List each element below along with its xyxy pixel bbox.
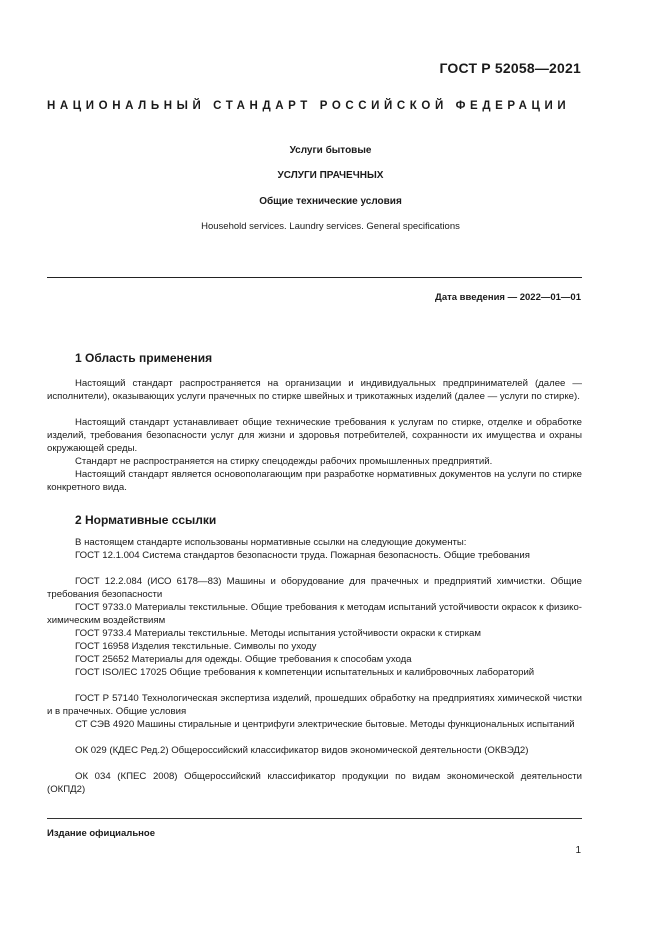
section-1-paragraph: Настоящий стандарт является основополагающим при разработке нормативных документов на услуги по стирке конкретного вида. — [47, 469, 582, 493]
footer-divider — [47, 818, 582, 819]
section-2-paragraph: В настоящем стандарте использованы нормативные ссылки на следующие документы: — [75, 537, 467, 548]
national-standard-title: НАЦИОНАЛЬНЫЙ СТАНДАРТ РОССИЙСКОЙ ФЕДЕРАЦИИ — [47, 100, 571, 112]
section-2-heading: 2 Нормативные ссылки — [75, 513, 217, 527]
introduction-date: Дата введения — 2022—01—01 — [435, 292, 581, 303]
reference-item: ГОСТ 9733.4 Материалы текстильные. Методы испытания устойчивости окраски к стиркам — [75, 628, 481, 639]
reference-item: ГОСТ 9733.0 Материалы текстильные. Общие требования к методам испытаний устойчивости окрасок к физико-химическим воздействиям — [47, 602, 582, 626]
official-edition-label: Издание официальное — [47, 828, 155, 839]
reference-item: ОК 034 (КПЕС 2008) Общероссийский классификатор продукции по видам экономической деятельности (ОКПД2) — [47, 771, 582, 795]
reference-item: ГОСТ 25652 Материалы для одежды. Общие требования к способам ухода — [75, 654, 412, 665]
reference-item: ГОСТ 16958 Изделия текстильные. Символы по уходу — [75, 641, 317, 652]
section-1-heading: 1 Область применения — [75, 351, 213, 365]
reference-item: СТ СЭВ 4920 Машины стиральные и центрифуги электрические бытовые. Методы функциональных испытаний — [75, 719, 575, 730]
reference-item: ГОСТ Р 57140 Технологическая экспертиза изделий, прошедших обработку на предприятиях химической чистки и в прачечных. Общие условия — [47, 693, 582, 717]
document-number: ГОСТ Р 52058—2021 — [439, 60, 581, 76]
section-1-paragraph: Настоящий стандарт устанавливает общие технические требования к услугам по стирке, отделке и обработке изделий, требования безопасности услуг для жизни и здоровья потребителей, сохранности их имущества и охраны окружающей среды. — [47, 417, 582, 454]
reference-item: ОК 029 (КДЕС Ред.2) Общероссийский классификатор видов экономической деятельности (ОКВЭД2) — [75, 745, 529, 756]
page-number: 1 — [575, 845, 581, 856]
reference-item: ГОСТ 12.1.004 Система стандартов безопасности труда. Пожарная безопасность. Общие требования — [75, 550, 530, 561]
standard-subtitle: Общие технические условия — [259, 196, 402, 207]
section-1-paragraph: Настоящий стандарт распространяется на организации и индивидуальных предпринимателей (далее — исполнители), оказывающих услуги прачечных по стирке швейных и трикотажных изделий (далее — услуги по стирке). — [47, 378, 582, 402]
standard-main-title: УСЛУГИ ПРАЧЕЧНЫХ — [277, 170, 384, 181]
reference-item: ГОСТ ISO/IEC 17025 Общие требования к компетенции испытательных и калибровочных лабораторий — [75, 667, 535, 678]
title-divider — [47, 277, 582, 278]
english-title: Household services. Laundry services. General specifications — [201, 221, 460, 232]
section-1-paragraph: Стандарт не распространяется на стирку спецодежды рабочих промышленных предприятий. — [75, 456, 493, 467]
service-group-title: Услуги бытовые — [289, 145, 372, 156]
reference-item: ГОСТ 12.2.084 (ИСО 6178—83) Машины и оборудование для прачечных и предприятий химчистки. Общие требования безопасности — [47, 576, 582, 600]
